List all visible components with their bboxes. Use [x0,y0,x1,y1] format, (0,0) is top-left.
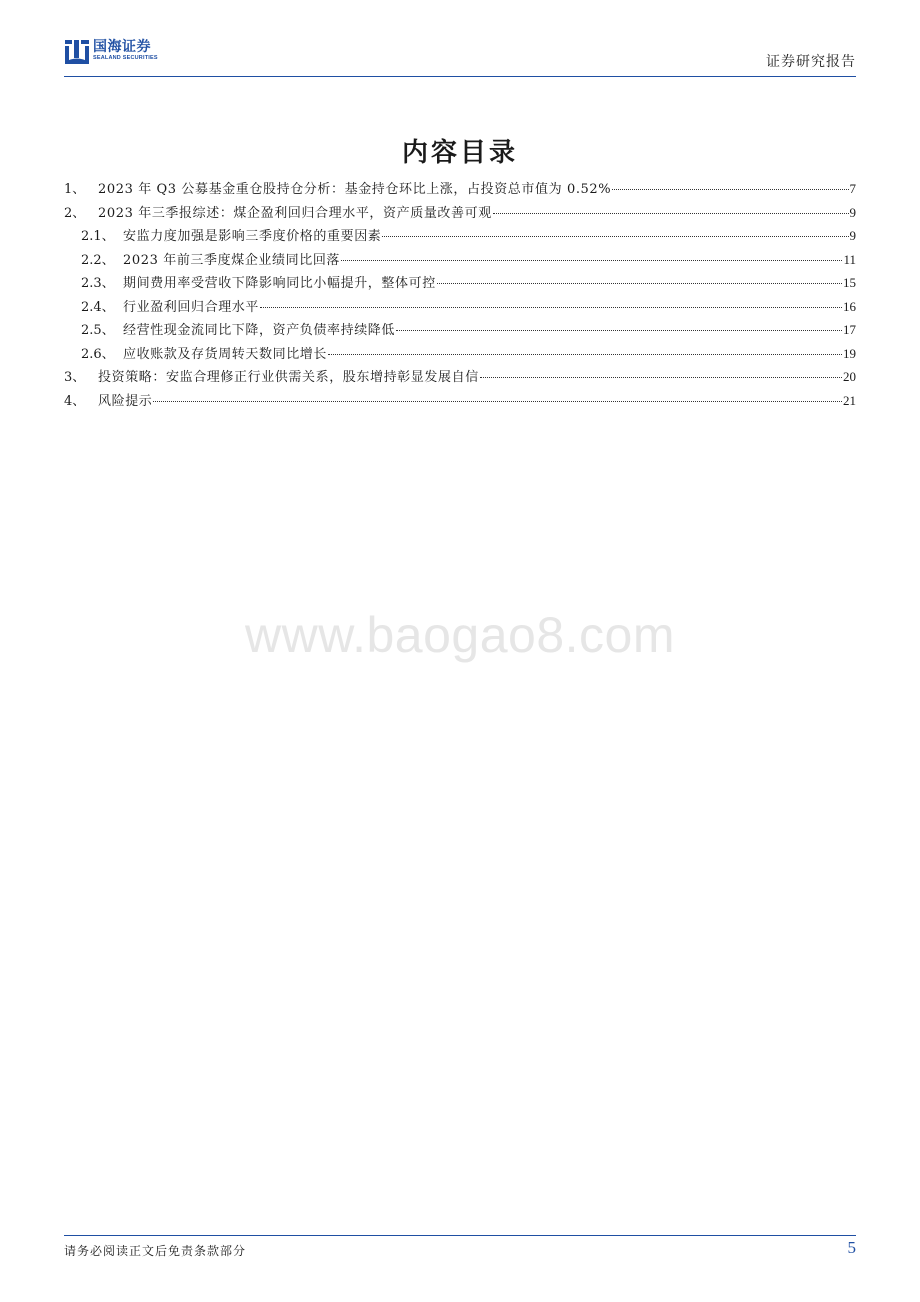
toc-entry-page: 9 [849,228,856,243]
toc-entry-number: 2.2、 [81,252,115,268]
header-divider [64,76,856,77]
toc-entry[interactable] [64,272,856,296]
disclaimer-note: 请务必阅读正文后免责条款部分 [64,1244,247,1258]
toc-entry[interactable] [64,343,856,367]
toc-dot-leader [260,307,842,308]
report-type-label: 证券研究报告 [766,54,856,70]
logo-english-name: SEALAND SECURITIES [93,55,158,61]
toc-entry-number: 2.3、 [81,276,115,291]
toc-entry-title: 2023 年三季报综述：煤企盈利回归合理水平，资产质量改善可观 [98,205,492,221]
page-header [64,36,856,76]
toc-entry-title: 安监力度加强是影响三季度价格的重要因素 [123,229,382,244]
toc-entry-number: 1、 [64,182,86,197]
toc-entry-number: 2、 [64,205,86,221]
toc-dot-leader [328,354,842,355]
toc-entry-number: 2.5、 [81,323,115,338]
sealand-logo-icon [64,38,90,64]
toc-entry-page: 17 [843,322,856,337]
toc-entry-page: 16 [843,298,856,314]
page-number: 5 [847,1238,856,1257]
toc-dot-leader [153,401,842,402]
toc-entry[interactable] [64,296,856,320]
toc-dot-leader [480,377,842,378]
page-title: 内容目录 [401,138,518,168]
toc-entry-title: 期间费用率受营收下降影响同比小幅提升，整体可控 [123,276,436,291]
toc-entry-page: 9 [849,204,856,220]
toc-dot-leader [341,260,842,261]
toc-entry-title: 风险提示 [98,393,153,409]
toc-entry-title: 投资策略：安监合理修正行业供需关系，股东增持彰显发展自信 [98,370,479,385]
toc-entry-title: 2023 年前三季度煤企业绩同比回落 [123,252,341,268]
toc-dot-leader [493,213,849,214]
toc-entry-number: 4、 [64,393,86,409]
toc-entry-number: 3、 [64,370,86,385]
toc-entry[interactable] [64,390,856,414]
toc-entry-page: 20 [843,369,856,384]
toc-entry-page: 7 [849,181,856,196]
toc-entry[interactable] [64,319,856,343]
watermark: www.baogao8.com [245,607,675,663]
footer-divider [64,1235,856,1236]
toc-entry-number: 2.1、 [81,229,115,244]
toc-entry-page: 15 [843,275,856,290]
logo-chinese-name: 国海证券 [93,39,151,55]
toc-entry-number: 2.6、 [81,346,115,362]
toc-entry-page: 21 [843,392,856,408]
sealand-logo [64,38,158,64]
toc-entry[interactable] [64,202,856,226]
toc-entry-page: 19 [843,345,856,361]
toc-entry-title: 行业盈利回归合理水平 [123,299,260,315]
toc-entry-title: 应收账款及存货周转天数同比增长 [123,346,328,362]
toc-entry-title: 经营性现金流同比下降，资产负债率持续降低 [123,323,396,338]
table-of-contents [64,178,856,413]
toc-entry[interactable] [64,366,856,390]
toc-entry-number: 2.4、 [81,299,115,315]
toc-entry[interactable] [64,225,856,249]
toc-dot-leader [396,330,842,331]
toc-dot-leader [612,189,848,190]
toc-entry[interactable] [64,249,856,273]
toc-entry-page: 11 [843,251,856,267]
toc-entry[interactable] [64,178,856,202]
toc-entry-title: 2023 年 Q3 公募基金重仓股持仓分析：基金持仓环比上涨，占投资总市值为 0.52% [98,182,612,197]
toc-dot-leader [382,236,848,237]
toc-dot-leader [437,283,842,284]
